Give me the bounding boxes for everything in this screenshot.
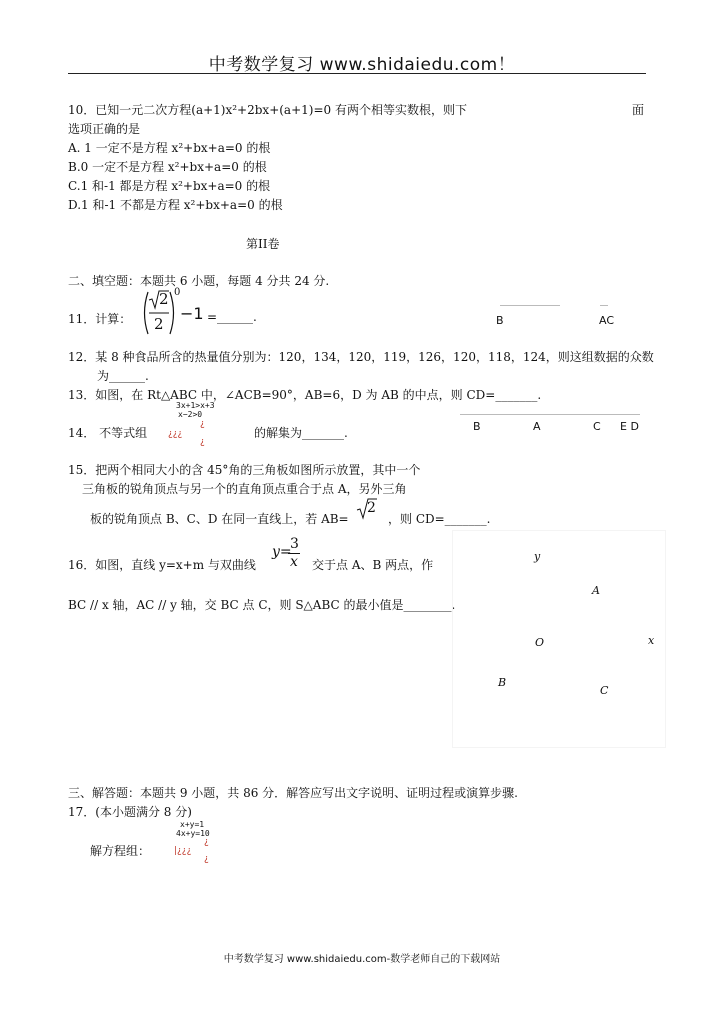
q11-sqrt-numerator: 2 — [159, 290, 169, 308]
q11-figure-label-b: B — [496, 314, 504, 327]
q14-figure-line — [460, 414, 640, 415]
q16-figure-label-c: C — [600, 684, 609, 697]
q16-line1-end: 交于点 A、B 两点，作 — [312, 558, 434, 572]
q14-system-line2: x−2>0 — [178, 410, 203, 419]
q16-figure-label-o: O — [535, 636, 545, 649]
q13-text: 13．如图，在 Rt△ABC 中，∠ACB=90°，AB=6，D 为 AB 的中点，则 CD=_______. — [68, 388, 542, 402]
q17-garbled-char: ¿ — [204, 837, 209, 847]
q10-option-c: C.1 和-1 都是方程 x²+bx+a=0 的根 — [68, 179, 271, 193]
q14-garbled-char: ¿ — [200, 419, 205, 429]
q17-garbled-char-2: ¿ — [204, 854, 209, 864]
q14-figure-label-ed: E D — [620, 420, 639, 433]
q16-fraction-numerator: 3 — [290, 536, 299, 552]
q10-option-a: A. 1 一定不是方程 x²+bx+a=0 的根 — [68, 141, 271, 155]
q17-garbled-brace: |¿¿¿ — [174, 846, 192, 856]
q14-garbled-char-2: ¿ — [200, 437, 205, 447]
q16-figure-label-a: A — [592, 584, 600, 597]
q15-sqrt-value: 2 — [367, 500, 376, 516]
q14-figure-label-a: A — [533, 420, 541, 433]
q15-line3-end: ，则 CD=_______. — [388, 512, 491, 526]
answer-section-heading: 三、解答题：本题共 9 小题，共 86 分．解答应写出文字说明、证明过程或演算步骤. — [68, 786, 518, 800]
q16-figure-label-b: B — [498, 676, 507, 689]
q10-option-d: D.1 和-1 不都是方程 x²+bx+a=0 的根 — [68, 198, 283, 212]
q10-line1: 10．已知一元二次方程(a+1)x²+2bx+(a+1)=0 有两个相等实数根，则下 — [68, 103, 467, 117]
q11-prefix: 11．计算： — [68, 312, 132, 326]
page-footer: 中考数学复习 www.shidaiedu.com-数学老师自己的下载网站 — [223, 954, 501, 965]
header-rule — [68, 73, 646, 74]
q15-line2: 三角板的锐角顶点与另一个的直角顶点重合于点 A，另外三角 — [82, 482, 407, 496]
page-header-title: 中考数学复习 www.shidaiedu.com！ — [208, 55, 516, 75]
q16-fraction-denominator: x — [290, 554, 298, 570]
q11-figure-label-ac: AC — [599, 314, 615, 327]
q10-stray-char: 面 — [632, 103, 645, 117]
q16-fraction-y: y= — [272, 544, 292, 560]
q15-line1: 15．把两个相同大小的含 45°角的三角板如图所示放置，其中一个 — [68, 463, 421, 477]
q11-denominator: 2 — [154, 315, 164, 333]
q16-line2: BC // x 轴，AC // y 轴，交 BC 点 C，则 S△ABC 的最小值是________. — [68, 598, 456, 612]
q17-prefix: 解方程组： — [90, 844, 151, 858]
q16-figure — [452, 530, 666, 748]
q14-figure-label-b: B — [473, 420, 481, 433]
q17-system-line2: 4x+y=10 — [176, 829, 210, 838]
q17-title: 17．(本小题满分 8 分) — [68, 805, 192, 819]
q14-system-line1: 3x+1>x+3 — [176, 401, 215, 410]
q11-exponent: 0 — [174, 287, 181, 298]
q11-minus-one: −1 — [180, 304, 204, 323]
q14-garbled-brace: ¿¿¿ — [168, 429, 183, 439]
q12-line1: 12．某 8 种食品所含的热量值分别为：120，134，120，119，126，120，118，124，则这组数据的众数 — [68, 350, 654, 364]
q14-suffix: 的解集为_______. — [254, 426, 348, 440]
q16-figure-label-x: x — [648, 634, 655, 647]
q11-figure-tick — [600, 305, 608, 306]
fill-section-heading: 二、填空题：本题共 6 小题，每题 4 分共 24 分. — [68, 274, 330, 288]
q11-suffix: =______. — [207, 310, 257, 324]
q10-line2: 选项正确的是 — [68, 122, 141, 136]
q16-figure-label-y: y — [534, 550, 541, 563]
q14-prefix: 14． 不等式组 — [68, 426, 148, 440]
q11-figure-line — [500, 305, 560, 306]
q14-figure-label-c: C — [593, 420, 601, 433]
q15-line3-start: 板的锐角顶点 B、C、D 在同一直线上，若 AB= — [90, 512, 349, 526]
part2-title: 第II卷 — [246, 237, 280, 251]
q10-option-b: B.0 一定不是方程 x²+bx+a=0 的根 — [68, 160, 267, 174]
q16-line1-start: 16．如图，直线 y=x+m 与双曲线 — [68, 558, 256, 572]
q12-line2: 为______. — [97, 369, 149, 383]
q17-system-line1: x+y=1 — [180, 820, 205, 829]
